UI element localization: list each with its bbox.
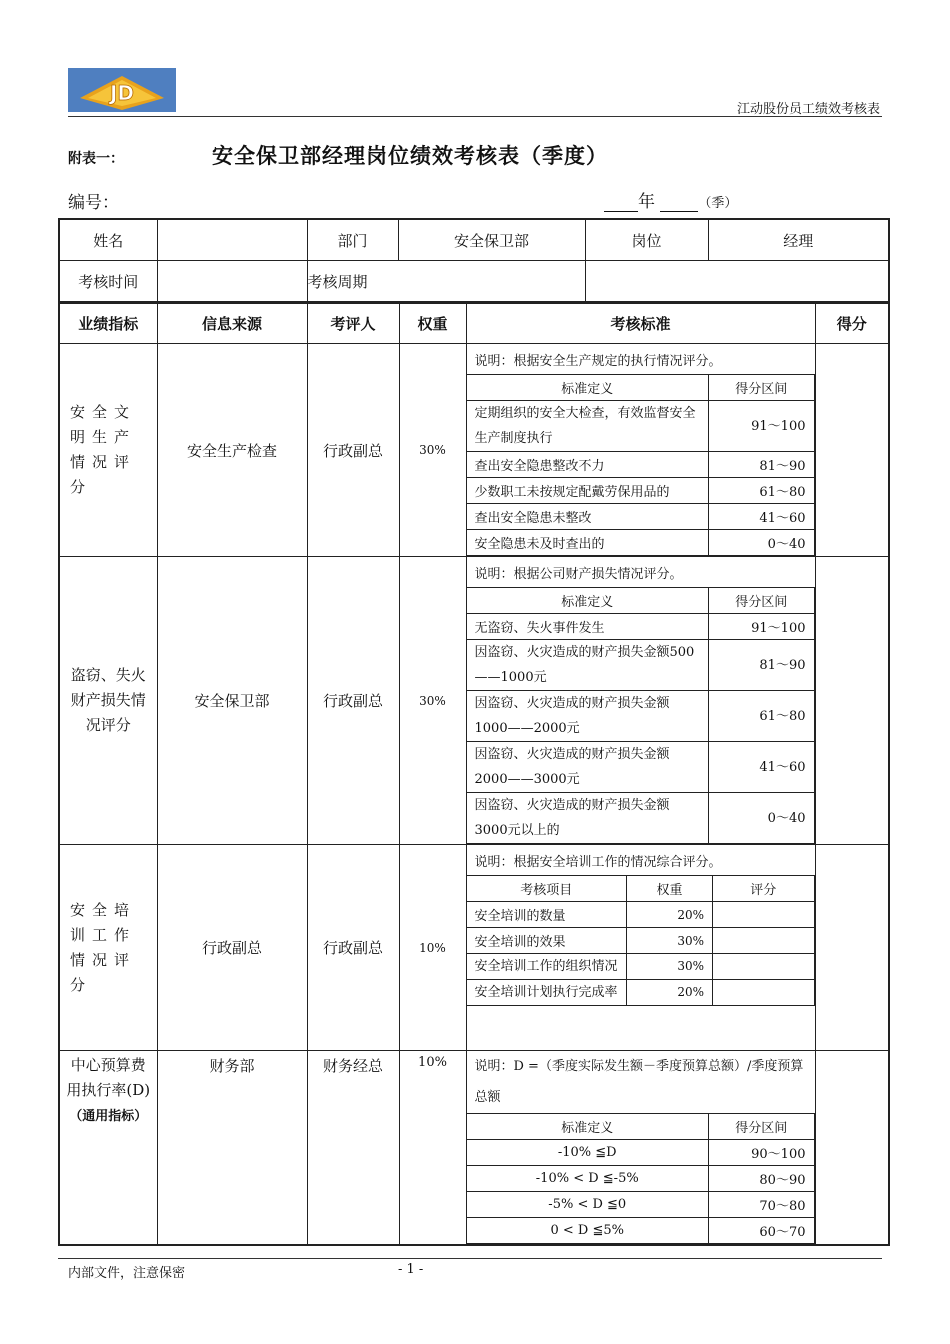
criteria-note: 说明：根据安全生产规定的执行情况评分。 (467, 344, 815, 375)
dept-label: 部门 (307, 219, 398, 261)
weight-cell: 10% (399, 1051, 466, 1246)
criteria-def: 无盗窃、失火事件发生 (467, 614, 709, 640)
name-field[interactable] (157, 219, 307, 261)
criteria-def: 少数职工未按规定配戴劳保用品的 (467, 478, 709, 504)
footer-confidential: 内部文件，注意保密 (68, 1266, 186, 1281)
weight-cell: 30% (399, 557, 466, 845)
source-cell: 财务部 (157, 1051, 307, 1246)
info-table (58, 218, 890, 303)
source-cell: 安全生产检查 (157, 344, 307, 557)
criteria-table (467, 1051, 815, 1244)
criteria-def: 查出安全隐患未整改 (467, 504, 709, 530)
assessor-cell: 行政副总 (307, 845, 399, 1051)
post-label: 岗位 (585, 219, 708, 261)
serial-label: 编号： (68, 193, 119, 213)
criteria-def: 因盗窃、火灾造成的财产损失金额2000——3000元 (467, 742, 709, 793)
criteria-header-def: 标准定义 (467, 588, 709, 614)
criteria-score-field[interactable] (713, 980, 815, 1006)
time-field[interactable] (157, 261, 307, 303)
dept-value: 安全保卫部 (398, 219, 585, 261)
criteria-range: 61～80 (709, 478, 815, 504)
criteria-def: -5% < D ≦0 (467, 1192, 709, 1218)
info-row-1 (59, 219, 889, 261)
assessor-cell: 行政副总 (307, 557, 399, 845)
header-title: 江动股份员工绩效考核表 (736, 102, 880, 117)
criteria-range: 60～70 (709, 1218, 815, 1244)
indicator-cell: 安全文明生产情况评分 (59, 344, 157, 557)
criteria-weight: 20% (627, 902, 713, 928)
col-standard: 考核标准 (466, 303, 815, 344)
assessor-cell: 财务经总 (307, 1051, 399, 1246)
criteria-score-field[interactable] (713, 928, 815, 954)
criteria-range: 90～100 (709, 1140, 815, 1166)
criteria-def: 因盗窃、火灾造成的财产损失金额1000——2000元 (467, 691, 709, 742)
criteria-range: 81～90 (709, 640, 815, 691)
score-field[interactable] (815, 845, 889, 1051)
indicator-text: 中心预算费用执行率(D) (66, 1056, 151, 1099)
standard-cell (466, 557, 815, 845)
kpi-row-safety-training (59, 845, 889, 1051)
standard-cell (466, 1051, 815, 1246)
period-line (604, 187, 737, 212)
page-number: - 1 - (398, 1262, 424, 1277)
criteria-score-field[interactable] (713, 954, 815, 980)
criteria-weight: 30% (627, 928, 713, 954)
criteria-item: 安全培训计划执行完成率 (467, 980, 627, 1006)
criteria-header-def: 标准定义 (467, 375, 709, 401)
logo-text: JD (109, 81, 135, 105)
criteria-table (467, 557, 815, 844)
criteria-header-range: 得分区间 (709, 1114, 815, 1140)
column-header-row (59, 303, 889, 344)
criteria-range: 80～90 (709, 1166, 815, 1192)
criteria-header-weight: 权重 (627, 876, 713, 902)
criteria-range: 91～100 (709, 401, 815, 452)
standard-cell (466, 344, 815, 557)
criteria-def: -10% ≦D (467, 1140, 709, 1166)
col-weight: 权重 (399, 303, 466, 344)
time-label: 考核时间 (59, 261, 157, 303)
kpi-row-safety-production (59, 344, 889, 557)
info-row-2 (59, 261, 889, 303)
criteria-def: 定期组织的安全大检查，有效监督安全生产制度执行 (467, 401, 709, 452)
criteria-def: 查出安全隐患整改不力 (467, 452, 709, 478)
weight-cell: 10% (399, 845, 466, 1051)
name-label: 姓名 (59, 219, 157, 261)
score-field[interactable] (815, 344, 889, 557)
criteria-weight: 20% (627, 980, 713, 1006)
header-rule (68, 116, 882, 117)
year-blank[interactable] (604, 194, 638, 212)
cycle-label: 考核周期 (307, 261, 585, 303)
criteria-header-def: 标准定义 (467, 1114, 709, 1140)
quarter-label: （季） (698, 196, 738, 211)
col-score: 得分 (815, 303, 889, 344)
criteria-item: 安全培训工作的组织情况 (467, 954, 627, 980)
criteria-note: 说明：根据安全培训工作的情况综合评分。 (467, 845, 815, 876)
criteria-def: 因盗窃、火灾造成的财产损失金额3000元以上的 (467, 793, 709, 844)
criteria-header-range: 得分区间 (709, 588, 815, 614)
criteria-item: 安全培训的效果 (467, 928, 627, 954)
footer-rule (58, 1258, 882, 1259)
kpi-table (58, 302, 890, 1246)
cycle-field[interactable] (585, 261, 889, 303)
indicator-note: （通用指标） (69, 1109, 148, 1124)
criteria-header-score: 评分 (713, 876, 815, 902)
criteria-header-range: 得分区间 (709, 375, 815, 401)
criteria-table (467, 845, 815, 1006)
col-indicator: 业绩指标 (59, 303, 157, 344)
quarter-blank[interactable] (660, 194, 698, 212)
criteria-def: 因盗窃、火灾造成的财产损失金额500——1000元 (467, 640, 709, 691)
criteria-note: 说明：D =（季度实际发生额－季度预算总额）/季度预算总额 (467, 1051, 815, 1114)
criteria-table (467, 344, 815, 556)
source-cell: 行政副总 (157, 845, 307, 1051)
indicator-cell: 安全培训工作情况评分 (59, 845, 157, 1051)
page-title: 安全保卫部经理岗位绩效考核表（季度） (212, 144, 608, 168)
weight-cell: 30% (399, 344, 466, 557)
year-label: 年 (638, 192, 655, 212)
assessor-cell: 行政副总 (307, 344, 399, 557)
criteria-range: 41～60 (709, 742, 815, 793)
kpi-row-theft-fire (59, 557, 889, 845)
indicator-cell: 盗窃、失火财产损失情况评分 (59, 557, 157, 845)
criteria-range: 61～80 (709, 691, 815, 742)
criteria-score-field[interactable] (713, 902, 815, 928)
source-cell: 安全保卫部 (157, 557, 307, 845)
criteria-range: 70～80 (709, 1192, 815, 1218)
criteria-header-item: 考核项目 (467, 876, 627, 902)
score-field[interactable] (815, 557, 889, 845)
criteria-def: -10% < D ≦-5% (467, 1166, 709, 1192)
criteria-note: 说明：根据公司财产损失情况评分。 (467, 557, 815, 588)
criteria-range: 0～40 (709, 793, 815, 844)
post-value: 经理 (708, 219, 889, 261)
criteria-def: 0 < D ≦5% (467, 1218, 709, 1244)
score-field[interactable] (815, 1051, 889, 1246)
kpi-row-budget-execution (59, 1051, 889, 1246)
criteria-range: 81～90 (709, 452, 815, 478)
criteria-item: 安全培训的数量 (467, 902, 627, 928)
criteria-range: 0～40 (709, 530, 815, 556)
criteria-range: 41～60 (709, 504, 815, 530)
col-source: 信息来源 (157, 303, 307, 344)
standard-cell (466, 845, 815, 1051)
criteria-range: 91～100 (709, 614, 815, 640)
criteria-def: 安全隐患未及时查出的 (467, 530, 709, 556)
indicator-cell (59, 1051, 157, 1246)
col-assessor: 考评人 (307, 303, 399, 344)
criteria-weight: 30% (627, 954, 713, 980)
appendix-label: 附表一： (68, 151, 124, 167)
